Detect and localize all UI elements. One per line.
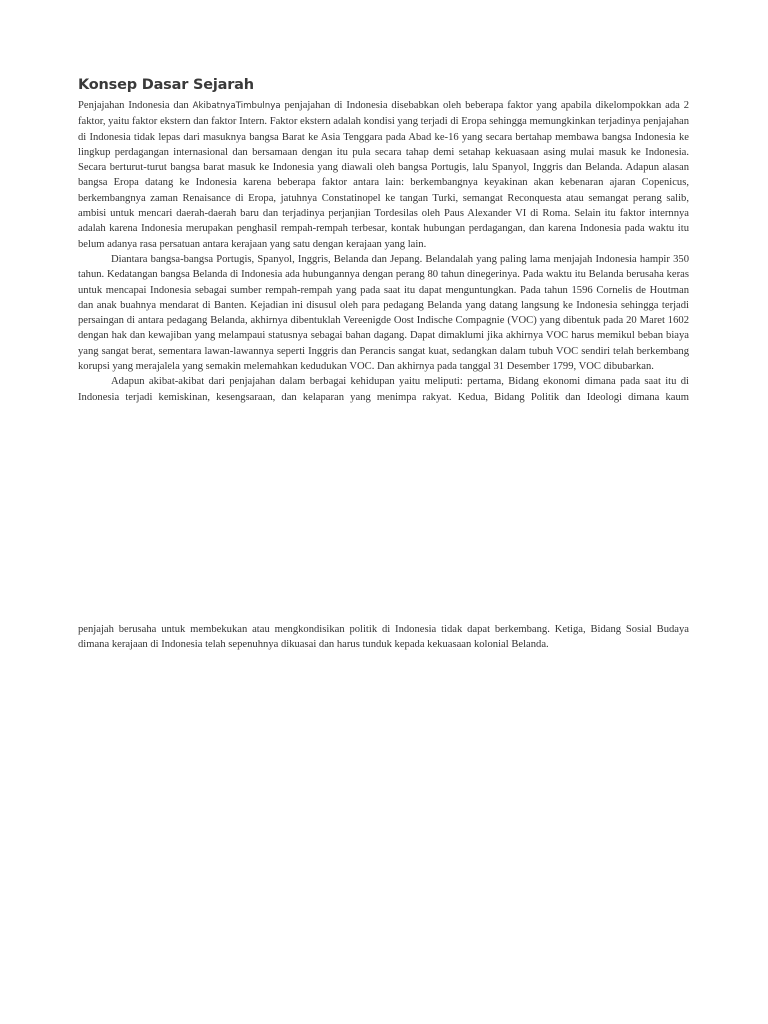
paragraph-1-lead: Penjajahan Indonesia dan [78,100,193,111]
paragraph-2: Diantara bangsa-bangsa Portugis, Spanyol, Inggris, Belanda dan Jepang. Belandalah yang paling lama menjajah Indonesia hampir 350 tahun. Kedatangan bangsa Belanda di Indonesia ada hubungannya dengan perang 80 tahun dinegerinya. Pada waktu itu Belanda berusaha keras untuk mencapai Indonesia sebagai sumber rempah-rempah yang pada saat itu dapat menguntungkan. Pada tahun 1596 Cornelis de Houtman dan anak buahnya mendarat di Banten. Kejadian ini disusul oleh para pedagang Belanda yang datang langsung ke Indonesia sehingga terjadi persaingan di antara pedagang Belanda, akhirnya dibentuklah Vereenigde Oost Indische Compagnie (VOC) yang dibentuk pada 20 Maret 1602 dengan hak dan kewajiban yang melampaui statusnya sebagai bahan dagang. Dapat dimaklumi jika akhirnya VOC harus memikul beban biaya yang sangat berat, sementara lawan-lawannya seperti Inggris dan Perancis sangat kuat, sedangkan dalam tubuh VOC sendiri telah berkembang korupsi yang merajalela yang semakin melemahkan kedudukan VOC. Dan akhirnya pada tanggal 31 Desember 1799, VOC dibubarkan. [78,253,689,373]
paragraph-1 [78,98,689,252]
text-block-bottom [78,622,689,653]
text-block-top [78,98,689,405]
paragraph-1-inline-heading: AkibatnyaTimbulnya [192,101,281,111]
paragraph-1-body: penjajahan di Indonesia disebabkan oleh beberapa faktor yang apabila dikelompokkan ada 2 faktor, yaitu faktor ekstern dan faktor Intern. Faktor ekstern adalah kondisi yang terjadi di Eropa sehingga memungkinkan terjadinya penjajahan di Indonesia tidak lepas dari masuknya bangsa Barat ke Asia Tenggara pada Abad ke-16 yang secara bertahap membawa bangsa Indonesia ke lingkup perdagangan internasional dan bersamaan dengan itu pula secara tahap demi setahap kekuasaan asing mulai masuk ke Indonesia. Secara berturut-turut bangsa barat masuk ke Indonesia yang diawali oleh bangsa Portugis, lalu Spanyol, Inggris dan Belanda. Adapun alasan bangsa Eropa datang ke Indonesia karena beberapa faktor antara lain: berkembangnya keyakinan akan kebenaran ajaran Copenicus, berkembangnya zaman Renaisance di Eropa, jatuhnya Constatinopel ke tangan Turki, semangat Reconquesta atau semangat perang salib, ambisi untuk mencari daerah-daerah baru dan terjadinya perjanjian Tordesilas oleh Paus Alexander VI di Roma. Selain itu faktor internnya adalah karena Indonesia merupakan penghasil rempah-rempah terbesar, kontak hubungan perdagangan, dan karena Indonesia pada waktu itu belum adanya rasa persatuan antara kerajaan yang satu dengan kerajaan yang lain. [78,100,690,250]
paragraph-3-part-1: Adapun akibat-akibat dari penjajahan dalam berbagai kehidupan yaitu meliputi: pertama, Bidang ekonomi dimana pada saat itu di Indonesia terjadi kemiskinan, kesengsaraan, dan kelaparan yang menimpa rakyat. Kedua, Bidang Politik dan Ideologi dimana kaum [78,376,689,403]
paragraph-3-part-2: penjajah berusaha untuk membekukan atau mengkondisikan politik di Indonesia tidak dapat berkembang. Ketiga, Bidang Sosial Budaya dimana kerajaan di Indonesia telah sepenuhnya dikuasai dan harus tunduk kepada kekuasaan kolonial Belanda. [78,624,689,651]
page-title: Konsep Dasar Sejarah [78,77,254,93]
